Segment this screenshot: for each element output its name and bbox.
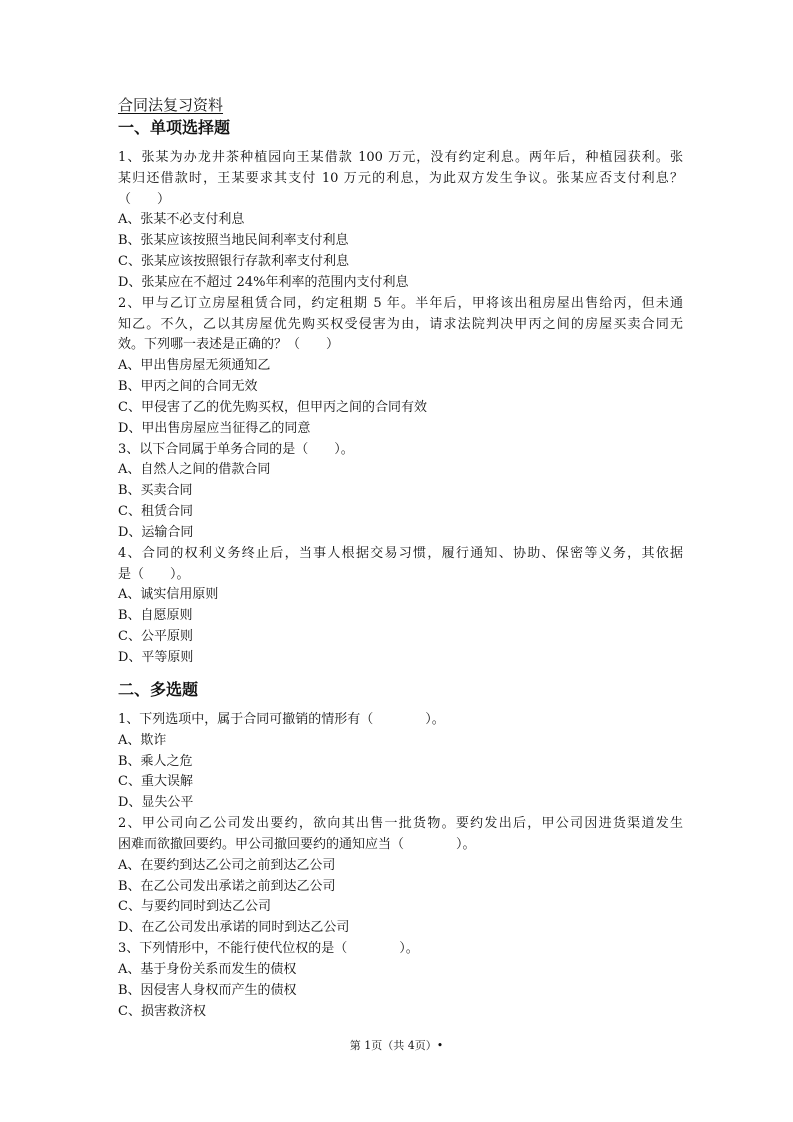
answer-option: A、诚实信用原则	[118, 587, 219, 603]
answer-option: A、自然人之间的借款合同	[118, 462, 271, 478]
question-stem-line: 1、下列选项中，属于合同可撤销的情形有（ ）。	[118, 712, 445, 727]
answer-option: B、因侵害人身权而产生的债权	[118, 982, 297, 998]
answer-option: C、张某应该按照银行存款利率支付利息	[118, 254, 349, 270]
answer-option: A、甲出售房屋无须通知乙	[118, 358, 271, 374]
question	[118, 148, 683, 294]
question-stem-line: 3、以下合同属于单务合同的是（ ）。	[118, 441, 354, 457]
answer-option: B、甲丙之间的合同无效	[118, 379, 258, 395]
answer-option: D、平等原则	[118, 649, 194, 665]
answer-option: A、张某不必支付利息	[118, 212, 245, 228]
multi-choice-questions	[118, 710, 683, 1022]
question	[118, 710, 683, 814]
answer-option: D、运输合同	[118, 524, 194, 540]
question-stem-line: 是（ ）。	[118, 566, 190, 582]
question	[118, 440, 683, 544]
answer-option: C、租赁合同	[118, 504, 193, 520]
answer-option: D、张某应在不超过 24%年利率的范围内支付利息	[118, 274, 409, 290]
question-stem-line: 困难而欲撤回要约。甲公司撤回要约的通知应当（ ）。	[118, 836, 476, 852]
question-stem-line: 2、甲与乙订立房屋租赁合同，约定租期 5 年。半年后，甲将该出租房屋出售给丙，但未通	[118, 295, 683, 311]
question-stem-line: 知乙。不久，乙以其房屋优先购买权受侵害为由，请求法院判决甲丙之间的房屋买卖合同无	[118, 316, 683, 332]
question-stem-line: 4、合同的权利义务终止后，当事人根据交易习惯，履行通知、协助、保密等义务，其依据	[118, 545, 683, 561]
answer-option: A、在要约到达乙公司之前到达乙公司	[118, 857, 336, 873]
answer-option: D、显失公平	[118, 795, 194, 811]
question-stem-line: 1、张某为办龙井茶种植园向王某借款 100 万元，没有约定利息。两年后，种植园获利。张	[118, 150, 683, 165]
page-footer: 第 1页（共 4页）•	[349, 1039, 444, 1052]
answer-option: D、甲出售房屋应当征得乙的同意	[118, 420, 311, 436]
section-heading-single-choice: 一、单项选择题	[118, 118, 231, 137]
answer-option: A、基于身份关系而发生的债权	[118, 961, 297, 977]
question-stem-line: 3、下列情形中，不能行使代位权的是（ ）。	[118, 941, 419, 957]
answer-option: C、重大误解	[118, 774, 193, 790]
question-stem-line: （ ）	[118, 191, 171, 207]
question	[118, 544, 683, 669]
question-stem-line: 某归还借款时，王某要求其支付 10 万元的利息，为此双方发生争议。张某应否支付利息？	[118, 170, 683, 186]
question	[118, 939, 683, 1022]
answer-option: C、公平原则	[118, 629, 193, 645]
question-stem-line: 效。下列哪一表述是正确的？（ ）	[118, 337, 340, 353]
answer-option: A、欺诈	[118, 732, 167, 748]
section-heading-multi-choice: 二、多选题	[118, 680, 199, 699]
answer-option: D、在乙公司发出承诺的同时到达乙公司	[118, 920, 350, 936]
question	[118, 294, 683, 440]
document-title: 合同法复习资料	[118, 96, 224, 114]
answer-option: B、在乙公司发出承诺之前到达乙公司	[118, 878, 336, 894]
answer-option: B、张某应该按照当地民间利率支付利息	[118, 233, 349, 249]
answer-option: B、自愿原则	[118, 608, 193, 624]
answer-option: C、与要约同时到达乙公司	[118, 899, 271, 915]
answer-option: B、乘人之危	[118, 753, 193, 769]
single-choice-questions	[118, 148, 683, 669]
question-stem-line: 2、甲公司向乙公司发出要约，欲向其出售一批货物。要约发出后，甲公司因进货渠道发生	[118, 816, 683, 832]
answer-option: C、损害救济权	[118, 1003, 206, 1019]
question	[118, 814, 683, 939]
answer-option: C、甲侵害了乙的优先购买权，但甲丙之间的合同有效	[118, 399, 427, 415]
answer-option: B、买卖合同	[118, 483, 193, 499]
